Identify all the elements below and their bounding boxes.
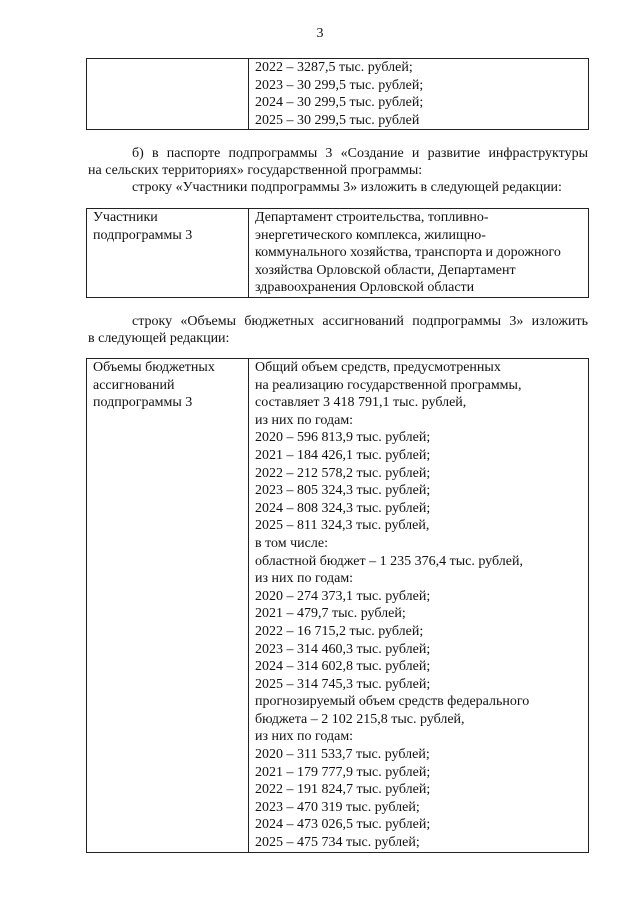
- budget-line: из них по годам:: [255, 412, 354, 428]
- paragraph-line: б) в паспорте подпрограммы 3 «Создание и развитие инфраструктуры: [132, 146, 588, 161]
- funding-line: 2022 – 3287,5 тыс. рублей;: [255, 60, 413, 75]
- table-cell-empty: [87, 59, 249, 130]
- paragraph-volumes: [88, 314, 588, 347]
- budget-line: 2024 – 473 026,5 тыс. рублей;: [255, 817, 431, 833]
- budget-line: на реализацию государственной программы,: [255, 377, 522, 393]
- participants-label-cell: [87, 209, 249, 298]
- table-row: [87, 59, 589, 130]
- budget-line: из них по годам:: [255, 729, 354, 745]
- budget-line: прогнозируемый объем средств федерального: [255, 694, 530, 710]
- budget-line: 2022 – 16 715,2 тыс. рублей;: [255, 623, 424, 639]
- budget-line: 2024 – 314 602,8 тыс. рублей;: [255, 659, 431, 675]
- table-row: [87, 209, 589, 298]
- paragraph-line: в следующей редакции:: [88, 330, 230, 346]
- budget-line: 2025 – 811 324,3 тыс. рублей,: [255, 518, 430, 534]
- budget-label-cell: [87, 359, 249, 853]
- paragraph-line: на сельских территориях» государственной программы:: [88, 162, 423, 178]
- budget-line: составляет 3 418 791,1 тыс. рублей,: [255, 395, 467, 411]
- budget-line: 2023 – 470 319 тыс. рублей;: [255, 799, 420, 815]
- table-row: [87, 359, 589, 853]
- funding-years-cell: [249, 59, 589, 130]
- value-line: энергетического комплекса, жилищно-: [255, 227, 486, 243]
- budget-line: областной бюджет – 1 235 376,4 тыс. рублей,: [255, 553, 523, 569]
- funding-line: 2023 – 30 299,5 тыс. рублей;: [255, 77, 424, 93]
- paragraph-line: строку «Объемы бюджетных ассигнований подпрограммы 3» изложить: [132, 314, 588, 329]
- budget-line: 2025 – 314 745,3 тыс. рублей;: [255, 676, 431, 692]
- budget-value-cell: [249, 359, 589, 853]
- label-line: подпрограммы 3: [93, 227, 193, 243]
- budget-line: 2020 – 596 813,9 тыс. рублей;: [255, 430, 431, 446]
- budget-line: 2021 – 479,7 тыс. рублей;: [255, 606, 406, 622]
- budget-line: 2021 – 179 777,9 тыс. рублей;: [255, 764, 431, 780]
- participants-value-cell: [249, 209, 589, 298]
- budget-line: 2022 – 191 824,7 тыс. рублей;: [255, 782, 431, 798]
- participants-table: [86, 208, 589, 298]
- budget-line: 2020 – 274 373,1 тыс. рублей;: [255, 588, 431, 604]
- label-line: подпрограммы 3: [93, 395, 193, 411]
- budget-line: Общий объем средств, предусмотренных: [255, 360, 501, 375]
- budget-line: 2023 – 314 460,3 тыс. рублей;: [255, 641, 431, 657]
- budget-line: 2022 – 212 578,2 тыс. рублей;: [255, 465, 431, 481]
- budget-line: 2023 – 805 324,3 тыс. рублей;: [255, 483, 431, 499]
- budget-line: 2020 – 311 533,7 тыс. рублей;: [255, 747, 430, 763]
- value-line: коммунального хозяйства, транспорта и дорожного: [255, 245, 561, 261]
- budget-line: в том числе:: [255, 535, 328, 551]
- funding-line: 2025 – 30 299,5 тыс. рублей: [255, 112, 420, 128]
- label-line: Участники: [93, 210, 158, 225]
- budget-allocations-table: [86, 358, 589, 853]
- budget-line: 2024 – 808 324,3 тыс. рублей;: [255, 500, 431, 516]
- funding-line: 2024 – 30 299,5 тыс. рублей;: [255, 95, 424, 111]
- funding-continuation-table: [86, 58, 589, 130]
- value-line: хозяйства Орловской области, Департамент: [255, 262, 516, 278]
- budget-line: из них по годам:: [255, 571, 354, 587]
- paragraph-line: строку «Участники подпрограммы 3» изложить в следующей редакции:: [132, 180, 562, 195]
- label-line: ассигнований: [93, 377, 175, 393]
- budget-line: 2025 – 475 734 тыс. рублей;: [255, 835, 420, 851]
- paragraph-participants: [88, 180, 588, 197]
- budget-line: 2021 – 184 426,1 тыс. рублей;: [255, 447, 431, 463]
- page-number: 3: [316, 26, 324, 41]
- paragraph-b: [88, 146, 588, 179]
- budget-line: бюджета – 2 102 215,8 тыс. рублей,: [255, 711, 465, 727]
- value-line: Департамент строительства, топливно-: [255, 210, 489, 225]
- value-line: здравоохранения Орловской области: [255, 280, 475, 296]
- label-line: Объемы бюджетных: [93, 360, 215, 375]
